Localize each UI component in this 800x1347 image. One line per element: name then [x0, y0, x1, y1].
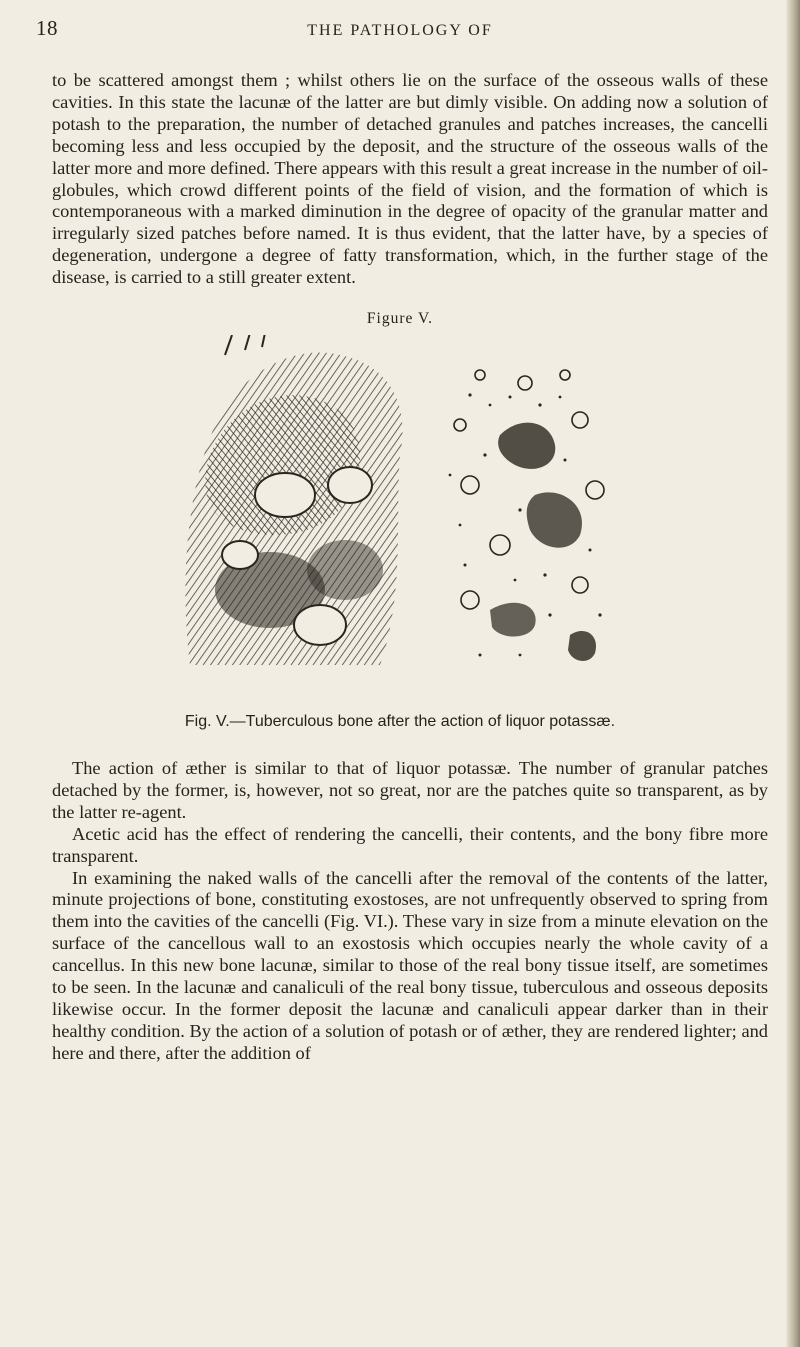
paragraph: The action of æther is similar to that of liquor potassæ. The number of granular patches detached by the former, is, however, not so great, nor are the patches quite so transparent, as by the latter re-agent.	[52, 758, 768, 822]
text-block-bottom	[52, 758, 768, 1065]
right-granular-section	[449, 370, 604, 661]
paragraph: Acetic acid has the effect of rendering the cancelli, their contents, and the bony fibre more transparent.	[52, 823, 768, 866]
paragraph: In examining the naked walls of the cancelli after the removal of the contents of the latter, minute projections of bone, constituting exostoses, are not unfrequently observed to spring from them into the cavities of the cancelli (Fig. VI.). These vary in size from a minute elevation on the surface of the cancellous wall to an exostosis which occupies nearly the whole cavity of a cancellus. In this new bone lacunæ, similar to those of the real bony tissue itself, are sometimes to be seen. In the lacunæ and canaliculi of the real bony tissue, tuberculous and osseous deposits likewise occur. In the former deposit the lacunæ and canaliculi appear darker than in their healthy condition. By the action of a solution of potash or of æther, they are rendered lighter; and here and there, after the addition of	[52, 867, 768, 1063]
page-edge	[786, 0, 800, 1347]
page-number: 18	[36, 16, 58, 40]
figure-illustration	[170, 335, 630, 705]
paragraph: to be scattered amongst them ; whilst others lie on the surface of the osseous walls of these cavities. In this state the lacunæ of the latter are but dimly visible. On adding now a solution of potash to the preparation, the number of detached granules and patches increases, the cancelli becoming less and less occupied by the deposit, and the structure of the osseous walls of the latter more and more defined. There appears with this result a great increase in the number of oil-globules, which crowd different points of the field of vision, and the formation of which is contemporaneous with a marked diminution in the degree of opacity of the granular matter and irregularly sized patches before named. It is thus evident, that the latter have, by a species of degeneration, undergone a degree of fatty transformation, which, in the further stage of the disease, is carried to a still greater extent.	[52, 70, 768, 288]
figure-caption: Fig. V.—Tuberculous bone after the action of liquor potassæ.	[184, 713, 616, 730]
left-bone-section	[185, 335, 402, 665]
text-block-top	[52, 70, 768, 289]
figure-title: Figure V.	[366, 310, 434, 327]
running-head: THE PATHOLOGY OF	[307, 22, 493, 39]
